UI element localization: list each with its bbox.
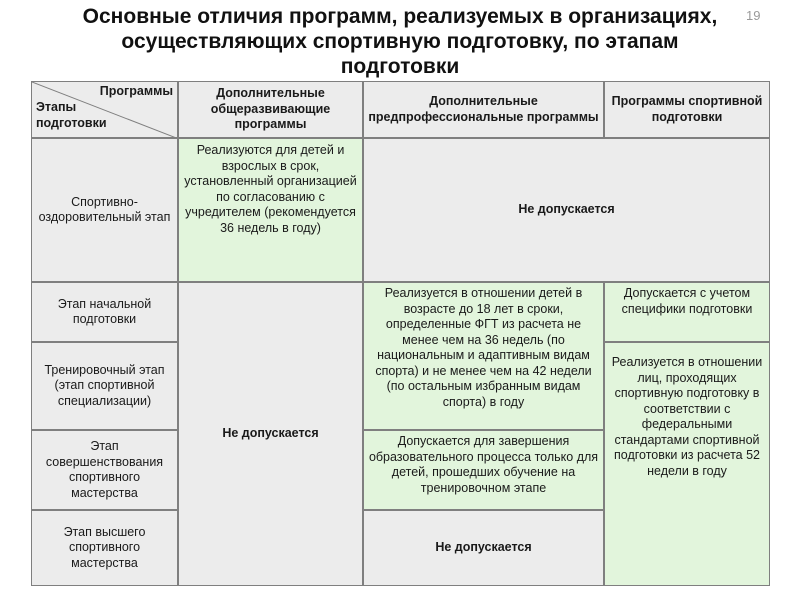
cell-not-allowed-top: Не допускается: [363, 138, 770, 282]
header-preprofessional-programs: Дополнительные предпрофессиональные программы: [363, 81, 604, 138]
slide-title: Основные отличия программ, реализуемых в организациях, осуществляющих спортивную подготовку, по этапам подготовки: [82, 5, 718, 78]
cell-sport-main: Реализуется в отношении лиц, проходящих спортивную подготовку в соответствии с федеральными стандартами спортивной подготовки из расчета 52 недели в году: [604, 342, 770, 586]
stage-initial: Этап начальной подготовки: [31, 282, 178, 342]
header-general-programs: Дополнительные общеразвивающие программы: [178, 81, 363, 138]
cell-preprof-completion: Допускается для завершения образовательного процесса только для детей, прошедших обучение на тренировочном этапе: [363, 430, 604, 510]
stage-perfection: Этап совершенствования спортивного мастерства: [31, 430, 178, 510]
corner-programs-label: Программы: [99, 84, 173, 98]
cell-preprof-main: Реализуется в отношении детей в возрасте до 18 лет в сроки, определенные ФГТ из расчета не менее чем на 36 недель (по национальным и адаптивным видам спорта) и не менее чем на 42 недели (по остальным избранным видам спорта) в году: [363, 282, 604, 430]
stage-training: Тренировочный этап (этап спортивной специализации): [31, 342, 178, 430]
header-sport-programs: Программы спортивной подготовки: [604, 81, 770, 138]
page-number: 19: [746, 8, 761, 23]
cell-general-recreation: Реализуются для детей и взрослых в срок, установленный организацией по согласованию с учредителем (рекомендуется 36 недель в году): [178, 138, 363, 282]
stage-recreation: Спортивно-оздоровительный этап: [31, 138, 178, 282]
stage-higher-mastery: Этап высшего спортивного мастерства: [31, 510, 178, 586]
cell-general-not-allowed: Не допускается: [178, 282, 363, 586]
cell-preprof-not-allowed: Не допускается: [363, 510, 604, 586]
table-corner-header: [31, 81, 178, 138]
cell-sport-initial: Допускается с учетом специфики подготовки: [604, 282, 770, 342]
corner-stages-label: Этапы подготовки: [36, 100, 107, 130]
